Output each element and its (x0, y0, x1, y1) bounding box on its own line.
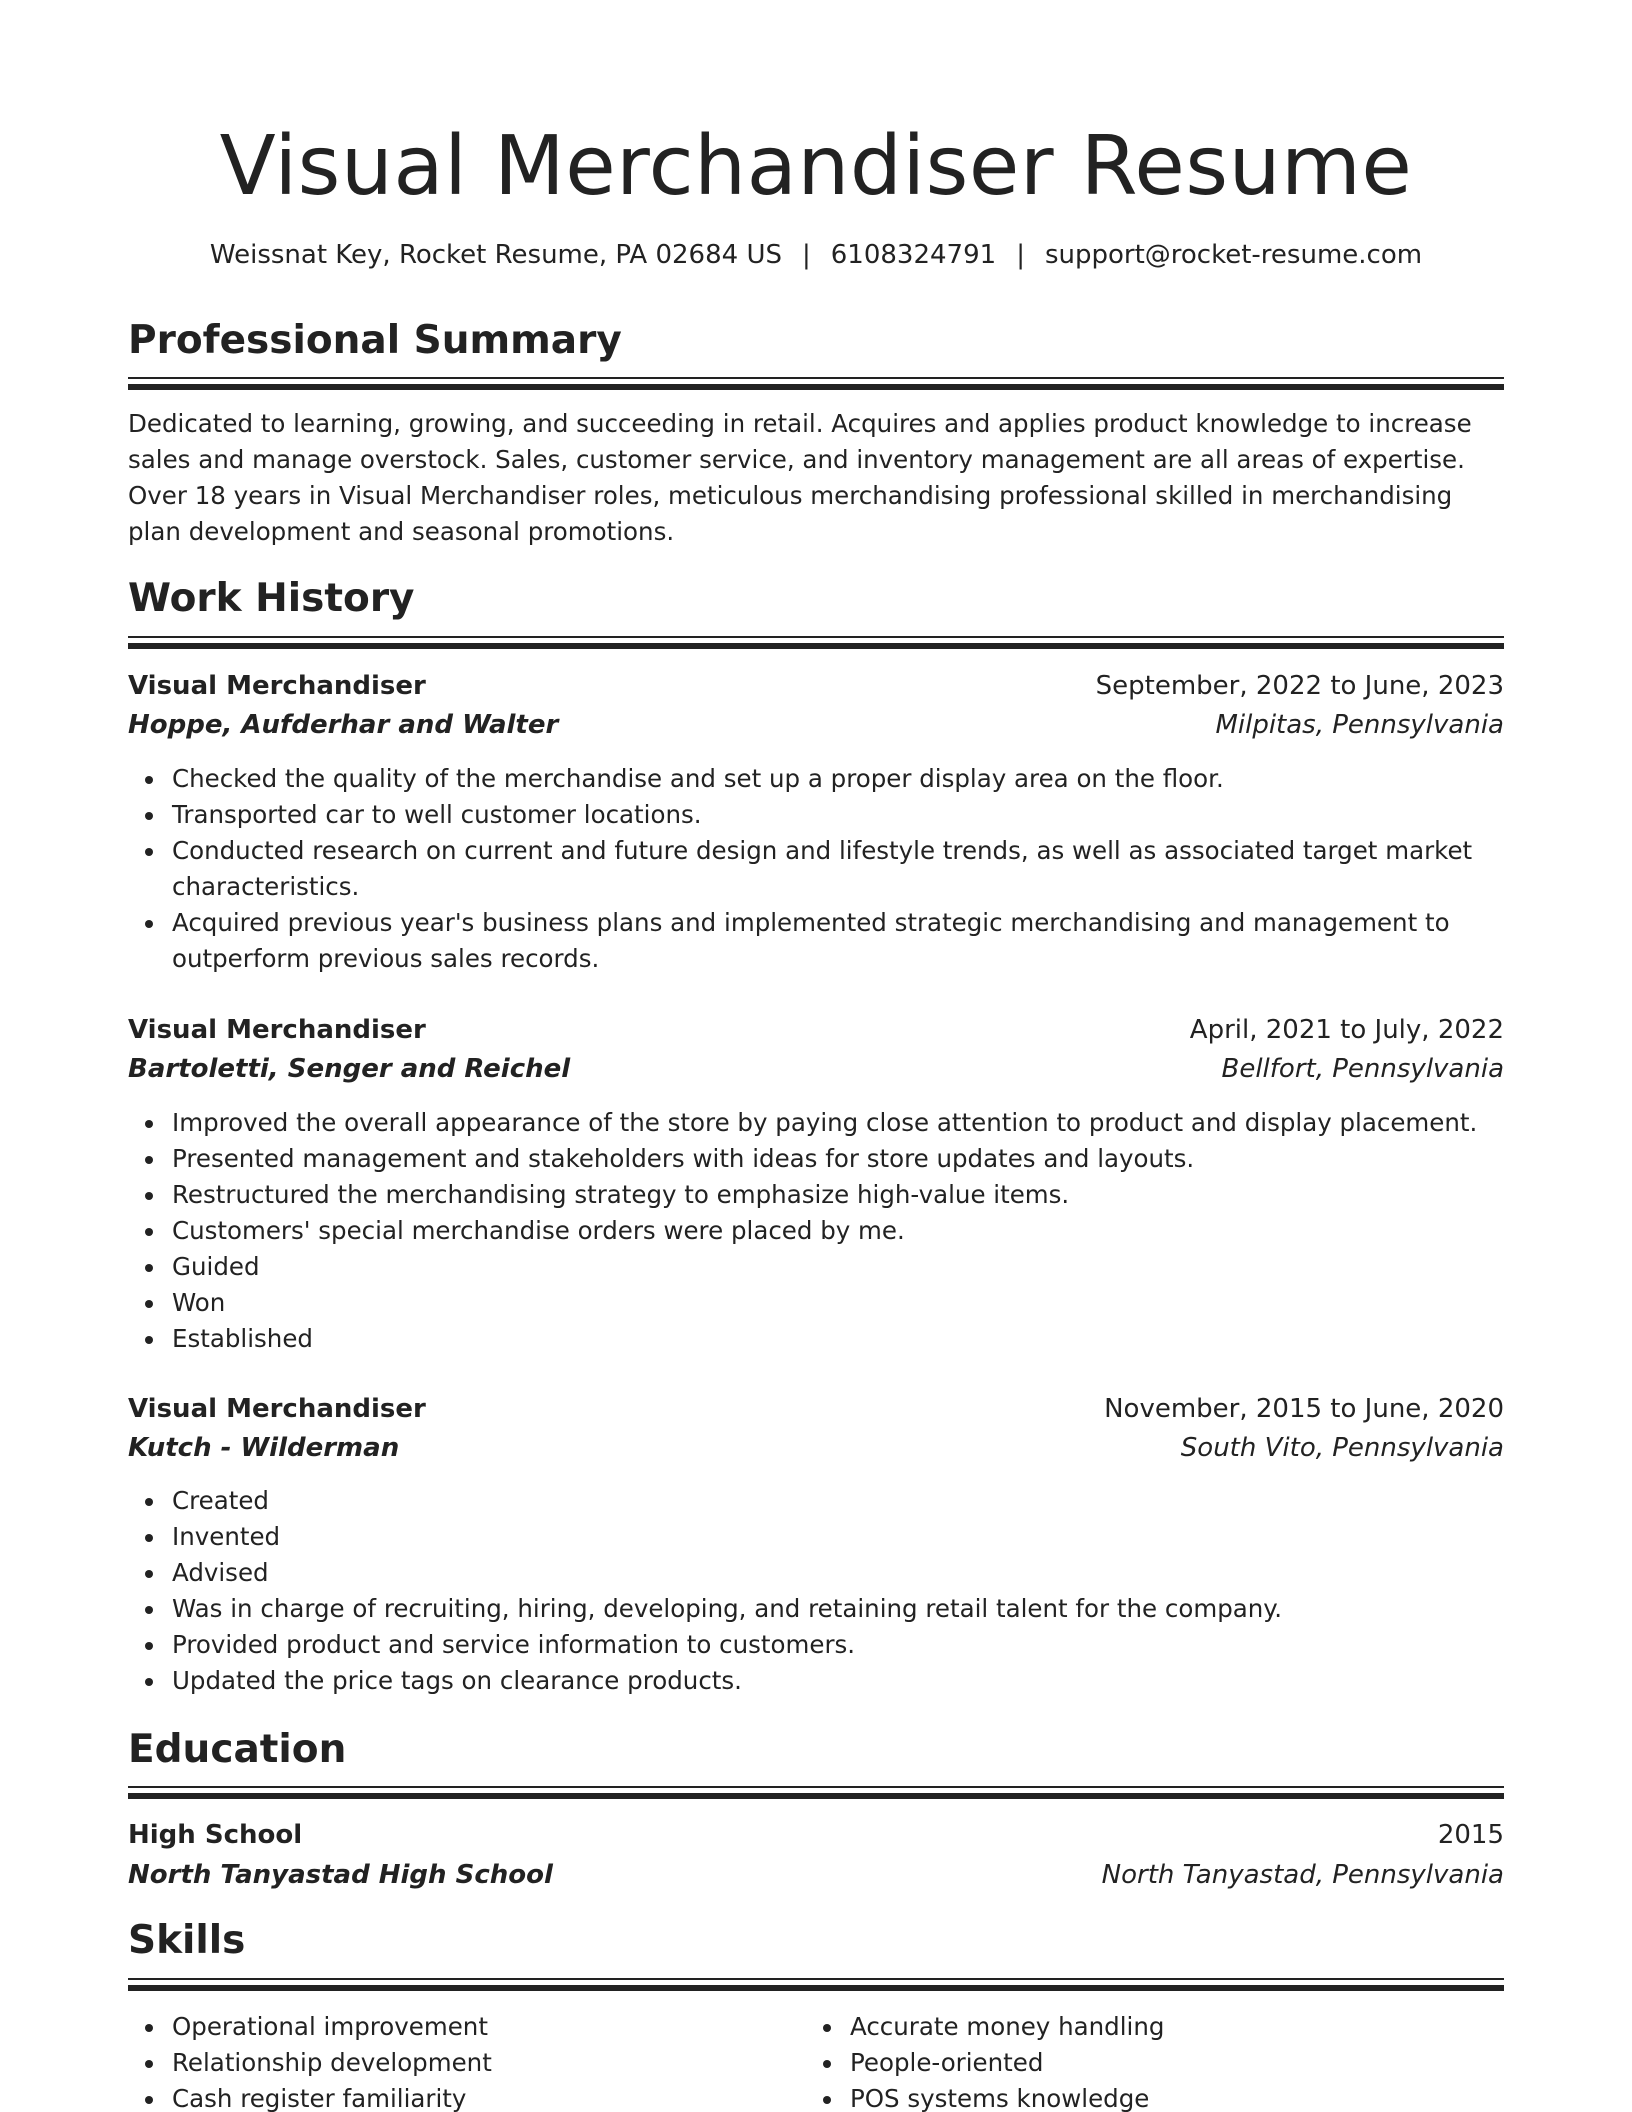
skills-list-left (172, 2009, 792, 2112)
summary-heading: Professional Summary (128, 318, 622, 363)
job-bullet: Presented management and stakeholders with ideas for store updates and layouts. (172, 1141, 1502, 1177)
job-bullet: Was in charge of recruiting, hiring, developing, and retaining retail talent for the company. (172, 1591, 1502, 1627)
skill-item: Relationship development (172, 2045, 792, 2081)
job-bullet: Guided (172, 1249, 1502, 1285)
contact-address: Weissnat Key, Rocket Resume, PA 02684 US (209, 240, 782, 270)
job-subheader (128, 1430, 1504, 1466)
contact-phone: 6108324791 (830, 240, 997, 270)
education-heading: Education (128, 1727, 347, 1772)
skills-heading: Skills (128, 1918, 246, 1963)
contact-line (0, 240, 1632, 271)
job-bullet: Acquired previous year's business plans and implemented strategic merchandising and management to outperform previous sales records. (172, 905, 1502, 977)
skill-item: POS systems knowledge (850, 2081, 1500, 2112)
education-degree: High School (128, 1820, 303, 1850)
job-company: Bartoletti, Senger and Reichel (128, 1054, 571, 1084)
job-bullet-list (172, 1483, 1502, 1699)
summary-text: Dedicated to learning, growing, and succeeding in retail. Acquires and applies product knowledge to increase sales and manage overstock. Sales, customer service, and inventory management are all areas of expertise. Over 18 years in Visual Merchandiser roles, meticulous merchandising professional skilled in merchandising plan development and seasonal promotions. (128, 409, 1472, 546)
job-location: South Vito, Pennsylvania (1180, 1433, 1504, 1463)
job-title: Visual Merchandiser (128, 1015, 426, 1045)
job-bullet: Checked the quality of the merchandise and set up a proper display area on the floor. (172, 761, 1502, 797)
section-divider (128, 377, 1504, 390)
job-bullet: Restructured the merchandising strategy to emphasize high-value items. (172, 1177, 1502, 1213)
contact-email: support@rocket-resume.com (1044, 240, 1423, 270)
job-company: Hoppe, Aufderhar and Walter (128, 710, 559, 740)
work-history-heading: Work History (128, 576, 415, 621)
skill-item: Operational improvement (172, 2009, 792, 2045)
job-bullet: Transported car to well customer locations. (172, 797, 1502, 833)
education-school: North Tanyastad High School (128, 1860, 553, 1890)
resume-title: Visual Merchandiser Resume (219, 119, 1413, 214)
skills-list-right (850, 2009, 1500, 2112)
job-header (128, 1391, 1504, 1427)
skill-item: Cash register familiarity (172, 2081, 792, 2112)
education-location: North Tanyastad, Pennsylvania (1101, 1860, 1504, 1890)
skill-item: People-oriented (850, 2045, 1500, 2081)
section-divider (128, 636, 1504, 649)
job-location: Bellfort, Pennsylvania (1221, 1054, 1504, 1084)
job-bullet: Improved the overall appearance of the store by paying close attention to product and display placement. (172, 1105, 1502, 1141)
skill-item: Accurate money handling (850, 2009, 1500, 2045)
job-bullet: Established (172, 1321, 1502, 1357)
education-header (128, 1817, 1504, 1853)
contact-separator: | (1016, 240, 1025, 270)
education-subheader (128, 1857, 1504, 1893)
job-title: Visual Merchandiser (128, 671, 426, 701)
job-header (128, 668, 1504, 704)
job-header (128, 1012, 1504, 1048)
job-subheader (128, 1051, 1504, 1087)
job-bullet: Invented (172, 1519, 1502, 1555)
job-bullet: Updated the price tags on clearance products. (172, 1663, 1502, 1699)
job-dates: September, 2022 to June, 2023 (1095, 671, 1504, 701)
job-bullet: Customers' special merchandise orders were placed by me. (172, 1213, 1502, 1249)
job-company: Kutch - Wilderman (128, 1433, 400, 1463)
section-divider (128, 1978, 1504, 1991)
job-location: Milpitas, Pennsylvania (1215, 710, 1504, 740)
job-bullet: Won (172, 1285, 1502, 1321)
job-bullet-list (172, 761, 1502, 977)
job-subheader (128, 707, 1504, 743)
job-dates: April, 2021 to July, 2022 (1189, 1015, 1504, 1045)
job-dates: November, 2015 to June, 2020 (1104, 1394, 1504, 1424)
job-bullet: Provided product and service information to customers. (172, 1627, 1502, 1663)
section-divider (128, 1786, 1504, 1799)
contact-separator: | (802, 240, 811, 270)
job-bullet: Created (172, 1483, 1502, 1519)
job-bullet: Conducted research on current and future design and lifestyle trends, as well as associated target market characteristics. (172, 833, 1502, 905)
job-bullet: Advised (172, 1555, 1502, 1591)
job-bullet-list (172, 1105, 1502, 1357)
job-title: Visual Merchandiser (128, 1394, 426, 1424)
education-year: 2015 (1437, 1820, 1504, 1850)
